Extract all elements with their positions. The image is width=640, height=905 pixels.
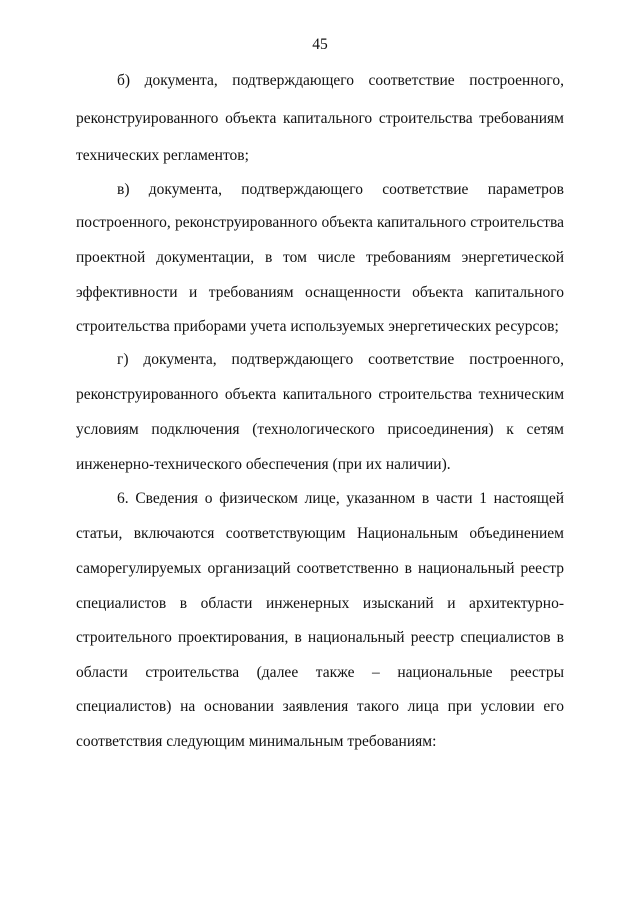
text-line: построенного, реконструированного объекта капитального строительства: [76, 214, 564, 231]
text-line: специалистов в области инженерных изысканий и архитектурно-: [76, 595, 564, 612]
text-line: проектной документации, в том числе требованиям энергетической: [76, 249, 564, 266]
text-line: специалистов) на основании заявления такого лица при условии его: [76, 698, 564, 715]
text-line: области строительства (далее также – национальные реестры: [76, 664, 564, 681]
text-line: б) документа, подтверждающего соответствие построенного,: [117, 72, 564, 89]
text-line: эффективности и требованиям оснащенности объекта капитального: [76, 284, 564, 301]
text-line: саморегулируемых организаций соответственно в национальный реестр: [76, 560, 564, 577]
page-number: 45: [312, 36, 328, 53]
text-line: в) документа, подтверждающего соответствие параметров: [117, 181, 564, 198]
text-line: технических регламентов;: [76, 147, 249, 164]
text-line: реконструированного объекта капитального строительства техническим: [76, 386, 564, 403]
text-line: строительства приборами учета используемых энергетических ресурсов;: [76, 318, 559, 335]
text-line: 6. Сведения о физическом лице, указанном в части 1 настоящей: [117, 490, 564, 507]
text-line: условиям подключения (технологического присоединения) к сетям: [76, 421, 564, 438]
text-line: статьи, включаются соответствующим Национальным объединением: [76, 525, 564, 542]
text-line: строительного проектирования, в национальный реестр специалистов в: [76, 629, 564, 646]
text-line: инженерно-технического обеспечения (при их наличии).: [76, 456, 451, 473]
text-line: соответствия следующим минимальным требованиям:: [76, 733, 437, 750]
text-line: г) документа, подтверждающего соответствие построенного,: [117, 351, 564, 368]
text-line: реконструированного объекта капитального строительства требованиям: [76, 110, 564, 127]
